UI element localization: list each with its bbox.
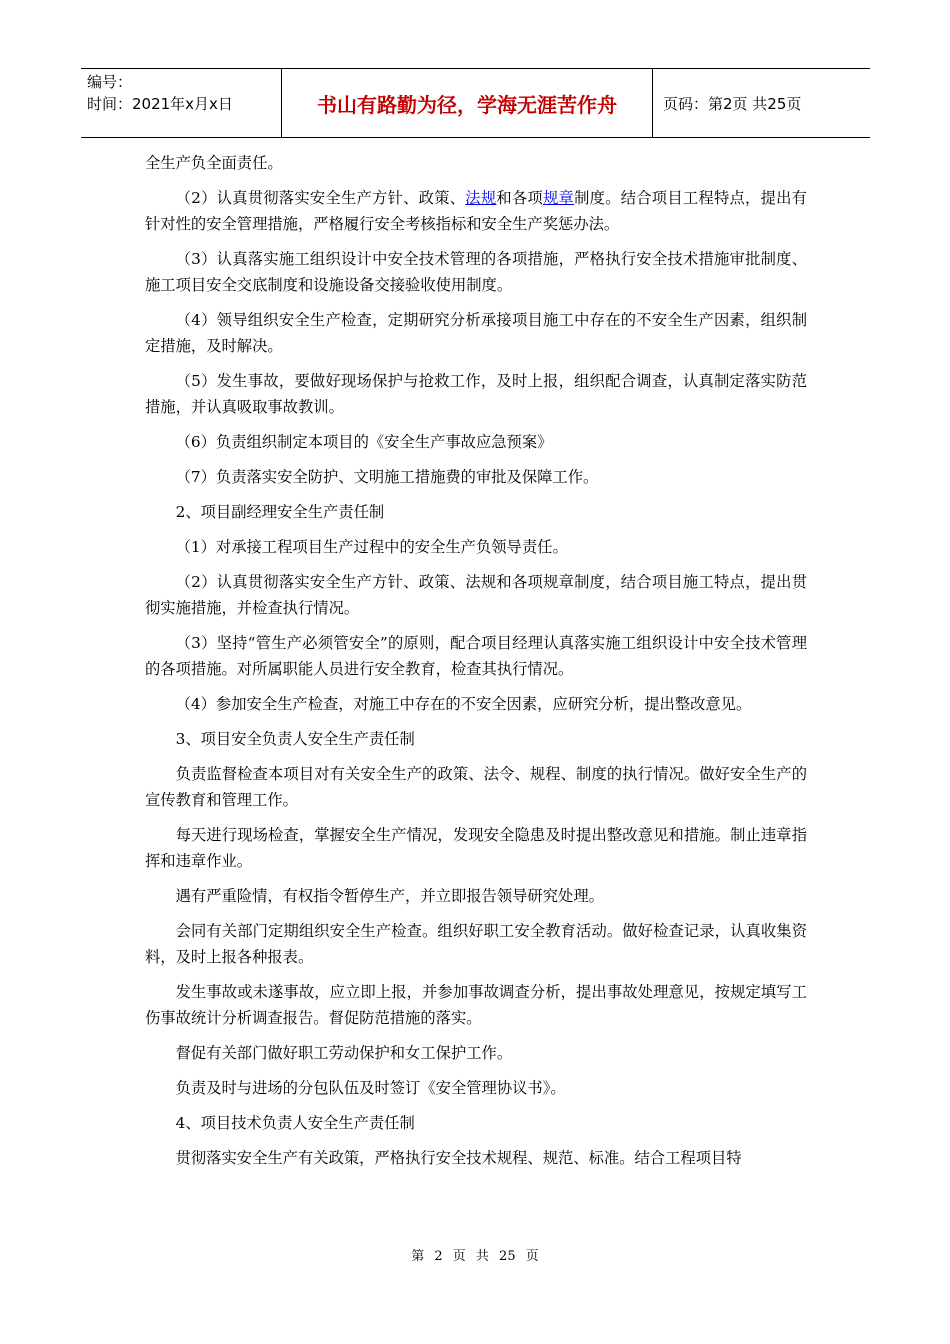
paragraph: （7）负责落实安全防护、文明施工措施费的审批及保障工作。 bbox=[175, 468, 599, 486]
paragraph: （3）认真落实施工组织设计中安全技术管理的各项措施，严格执行安全技术措施审批制度、施工项目安全交底制度和设施设备交接验收使用制度。 bbox=[145, 250, 807, 294]
paragraph: 督促有关部门做好职工劳动保护和女工保护工作。 bbox=[175, 1044, 513, 1062]
page-footer: 第 2 页 共 25 页 bbox=[411, 1249, 539, 1264]
paragraph: （3）坚持“管生产必须管安全”的原则，配合项目经理认真落实施工组织设计中安全技术管理的各项措施。对所属职能人员进行安全教育，检查其执行情况。 bbox=[145, 634, 807, 678]
paragraph: 发生事故或未遂事故，应立即上报，并参加事故调查分析，提出事故处理意见，按规定填写工伤事故统计分析调查报告。督促防范措施的落实。 bbox=[145, 983, 807, 1027]
paragraph: （1）对承接工程项目生产过程中的安全生产负领导责任。 bbox=[175, 538, 568, 556]
paragraph: （4）领导组织安全生产检查，定期研究分析承接项目施工中存在的不安全生产因素，组织制定措施，及时解决。 bbox=[145, 311, 807, 355]
paragraph-text: 和各项 bbox=[496, 189, 544, 207]
regulations-link[interactable]: 法规 bbox=[465, 189, 497, 207]
paragraph: （2）认真贯彻落实安全生产方针、政策、法规和各项规章制度，结合项目施工特点，提出贯彻实施措施，并检查执行情况。 bbox=[145, 573, 807, 617]
section-heading: 2、项目副经理安全生产责任制 bbox=[175, 503, 385, 521]
paragraph: 会同有关部门定期组织安全生产检查。组织好职工安全教育活动。做好检查记录，认真收集资料，及时上报各种报表。 bbox=[145, 922, 807, 966]
header-motto: 书山有路勤为径，学海无涯苦作舟 bbox=[281, 69, 653, 137]
section-heading: 4、项目技术负责人安全生产责任制 bbox=[175, 1114, 415, 1132]
paragraph bbox=[145, 185, 807, 237]
section-heading: 3、项目安全负责人安全生产责任制 bbox=[175, 730, 415, 748]
paragraph: 贯彻落实安全生产有关政策，严格执行安全技术规程、规范、标准。结合工程项目特 bbox=[175, 1149, 742, 1167]
paragraph-text: 制度。结合项目工程特点，提出有针对性的安全管理措施，严格履行安全考核指标和安全生产奖惩办法。 bbox=[145, 189, 807, 233]
paragraph: 每天进行现场检查，掌握安全生产情况，发现安全隐患及时提出整改意见和措施。制止违章指挥和违章作业。 bbox=[145, 826, 807, 870]
paragraph: （6）负责组织制定本项目的《安全生产事故应急预案》 bbox=[175, 433, 553, 451]
paragraph: 全生产负全面责任。 bbox=[145, 154, 283, 172]
header-meta bbox=[81, 69, 281, 137]
paragraph-text: （2）认真贯彻落实安全生产方针、政策、 bbox=[175, 189, 466, 207]
document-number-label: 编号： bbox=[87, 73, 133, 91]
rules-link[interactable]: 规章 bbox=[543, 189, 575, 207]
paragraph: 负责及时与进场的分包队伍及时签订《安全管理协议书》。 bbox=[175, 1079, 566, 1097]
page-header bbox=[81, 68, 870, 138]
paragraph: 负责监督检查本项目对有关安全生产的政策、法令、规程、制度的执行情况。做好安全生产的宣传教育和管理工作。 bbox=[145, 765, 807, 809]
header-page-info: 页码：第2页 共25页 bbox=[663, 94, 802, 113]
paragraph: 遇有严重险情，有权指令暂停生产，并立即报告领导研究处理。 bbox=[175, 887, 604, 905]
document-date-label: 时间：2021年x月x日 bbox=[87, 95, 233, 113]
paragraph: （5）发生事故，要做好现场保护与抢救工作，及时上报，组织配合调查，认真制定落实防范措施，并认真吸取事故教训。 bbox=[145, 372, 807, 416]
document-body bbox=[145, 150, 807, 1180]
paragraph: （4）参加安全生产检查，对施工中存在的不安全因素，应研究分析，提出整改意见。 bbox=[175, 695, 752, 713]
